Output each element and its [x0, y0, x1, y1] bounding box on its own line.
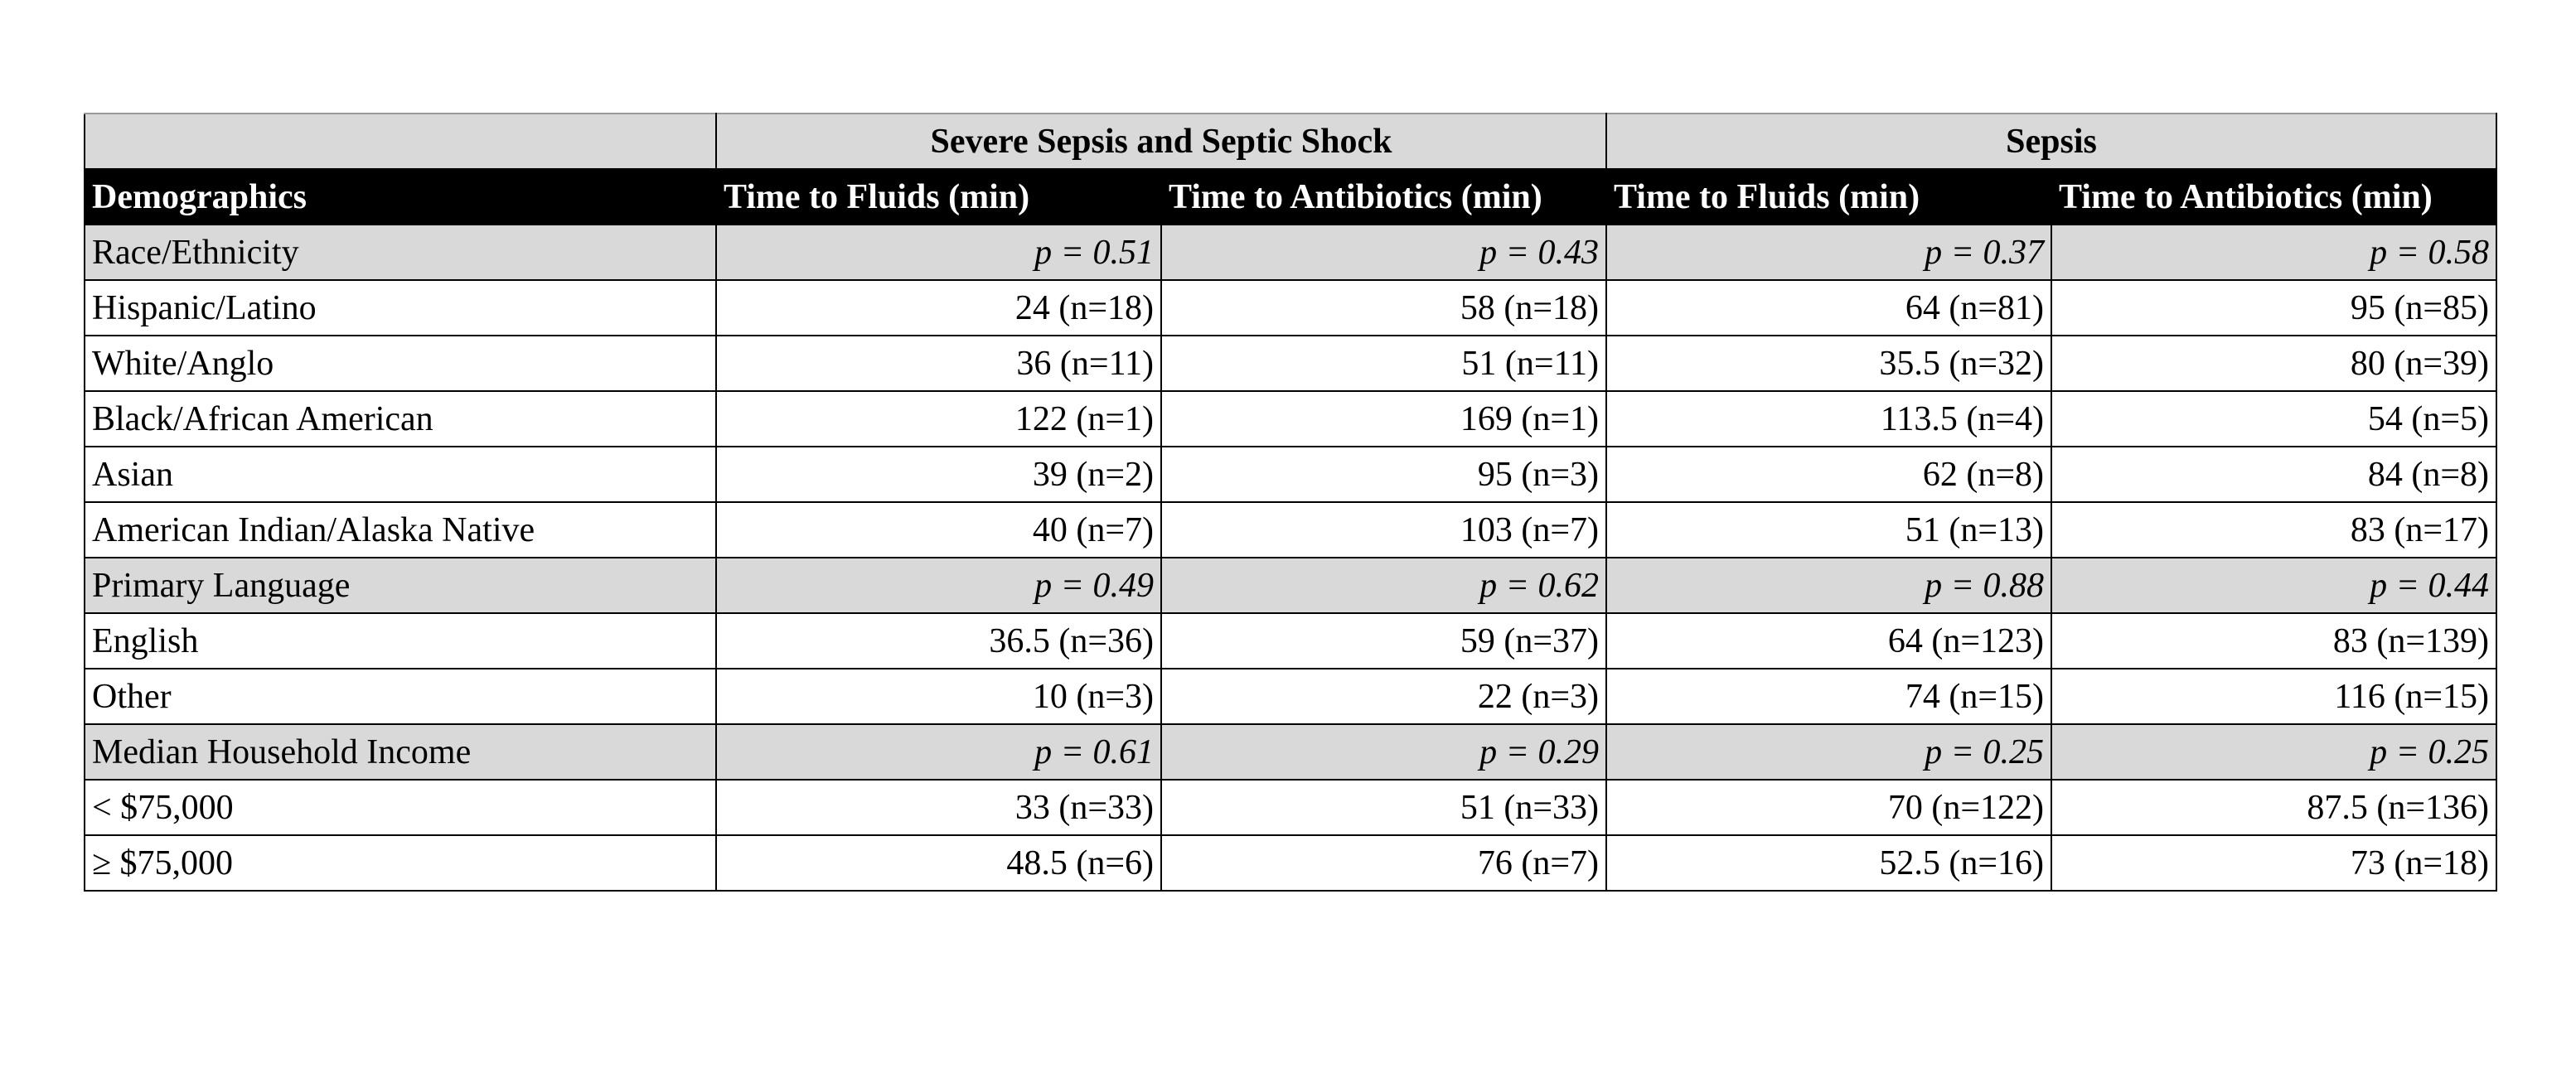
antibiotics-severe-cell: 103 (n=7): [1161, 502, 1606, 558]
table-row: [85, 447, 2496, 502]
p-value-cell: p = 0.49: [716, 558, 1161, 613]
demographics-table: [84, 113, 2497, 892]
row-label: American Indian/Alaska Native: [85, 502, 716, 558]
table-row: [85, 780, 2496, 835]
p-value-cell: p = 0.25: [2051, 724, 2496, 780]
table-row: [85, 280, 2496, 336]
fluids-sepsis-cell: 64 (n=123): [1606, 613, 2051, 669]
fluids-severe-cell: 24 (n=18): [716, 280, 1161, 336]
p-value-cell: p = 0.58: [2051, 225, 2496, 280]
antibiotics-sepsis-cell: 95 (n=85): [2051, 280, 2496, 336]
table-row: [85, 835, 2496, 891]
p-value-cell: p = 0.62: [1161, 558, 1606, 613]
fluids-severe-cell: 36.5 (n=36): [716, 613, 1161, 669]
antibiotics-sepsis-cell: 84 (n=8): [2051, 447, 2496, 502]
table-row: [85, 669, 2496, 724]
row-label: Other: [85, 669, 716, 724]
p-value-cell: p = 0.88: [1606, 558, 2051, 613]
row-label: Median Household Income: [85, 724, 716, 780]
section-row: [85, 225, 2496, 280]
group-header-row: [85, 114, 2496, 169]
row-label: Hispanic/Latino: [85, 280, 716, 336]
column-header-fluids-sepsis: Time to Fluids (min): [1606, 169, 2051, 225]
column-header-row: [85, 169, 2496, 225]
group-header-sepsis: Sepsis: [1606, 114, 2496, 169]
row-label: White/Anglo: [85, 336, 716, 391]
table-row: [85, 502, 2496, 558]
antibiotics-severe-cell: 95 (n=3): [1161, 447, 1606, 502]
antibiotics-sepsis-cell: 83 (n=17): [2051, 502, 2496, 558]
antibiotics-sepsis-cell: 80 (n=39): [2051, 336, 2496, 391]
antibiotics-sepsis-cell: 116 (n=15): [2051, 669, 2496, 724]
fluids-severe-cell: 36 (n=11): [716, 336, 1161, 391]
p-value-cell: p = 0.37: [1606, 225, 2051, 280]
fluids-severe-cell: 122 (n=1): [716, 391, 1161, 447]
antibiotics-severe-cell: 59 (n=37): [1161, 613, 1606, 669]
table-body: [85, 225, 2496, 891]
table-row: [85, 336, 2496, 391]
column-header-demographics: Demographics: [85, 169, 716, 225]
p-value-cell: p = 0.61: [716, 724, 1161, 780]
fluids-sepsis-cell: 62 (n=8): [1606, 447, 2051, 502]
row-label: Asian: [85, 447, 716, 502]
antibiotics-severe-cell: 22 (n=3): [1161, 669, 1606, 724]
antibiotics-severe-cell: 76 (n=7): [1161, 835, 1606, 891]
p-value-cell: p = 0.29: [1161, 724, 1606, 780]
antibiotics-severe-cell: 58 (n=18): [1161, 280, 1606, 336]
p-value-cell: p = 0.25: [1606, 724, 2051, 780]
row-label: Black/African American: [85, 391, 716, 447]
antibiotics-sepsis-cell: 54 (n=5): [2051, 391, 2496, 447]
section-row: [85, 558, 2496, 613]
antibiotics-severe-cell: 51 (n=33): [1161, 780, 1606, 835]
column-header-antibiotics-severe: Time to Antibiotics (min): [1161, 169, 1606, 225]
fluids-sepsis-cell: 51 (n=13): [1606, 502, 2051, 558]
fluids-severe-cell: 48.5 (n=6): [716, 835, 1161, 891]
antibiotics-sepsis-cell: 87.5 (n=136): [2051, 780, 2496, 835]
p-value-cell: p = 0.51: [716, 225, 1161, 280]
antibiotics-sepsis-cell: 83 (n=139): [2051, 613, 2496, 669]
column-header-fluids-severe: Time to Fluids (min): [716, 169, 1161, 225]
fluids-severe-cell: 33 (n=33): [716, 780, 1161, 835]
fluids-sepsis-cell: 74 (n=15): [1606, 669, 2051, 724]
row-label: English: [85, 613, 716, 669]
fluids-severe-cell: 40 (n=7): [716, 502, 1161, 558]
fluids-severe-cell: 39 (n=2): [716, 447, 1161, 502]
fluids-sepsis-cell: 70 (n=122): [1606, 780, 2051, 835]
group-header-severe-sepsis: Severe Sepsis and Septic Shock: [716, 114, 1606, 169]
fluids-sepsis-cell: 113.5 (n=4): [1606, 391, 2051, 447]
row-label: Race/Ethnicity: [85, 225, 716, 280]
fluids-sepsis-cell: 35.5 (n=32): [1606, 336, 2051, 391]
p-value-cell: p = 0.43: [1161, 225, 1606, 280]
fluids-sepsis-cell: 64 (n=81): [1606, 280, 2051, 336]
table-row: [85, 391, 2496, 447]
row-label: Primary Language: [85, 558, 716, 613]
row-label: ≥ $75,000: [85, 835, 716, 891]
antibiotics-sepsis-cell: 73 (n=18): [2051, 835, 2496, 891]
section-row: [85, 724, 2496, 780]
fluids-severe-cell: 10 (n=3): [716, 669, 1161, 724]
group-header-blank: [85, 114, 716, 169]
row-label: < $75,000: [85, 780, 716, 835]
table-row: [85, 613, 2496, 669]
column-header-antibiotics-sepsis: Time to Antibiotics (min): [2051, 169, 2496, 225]
p-value-cell: p = 0.44: [2051, 558, 2496, 613]
antibiotics-severe-cell: 51 (n=11): [1161, 336, 1606, 391]
antibiotics-severe-cell: 169 (n=1): [1161, 391, 1606, 447]
fluids-sepsis-cell: 52.5 (n=16): [1606, 835, 2051, 891]
